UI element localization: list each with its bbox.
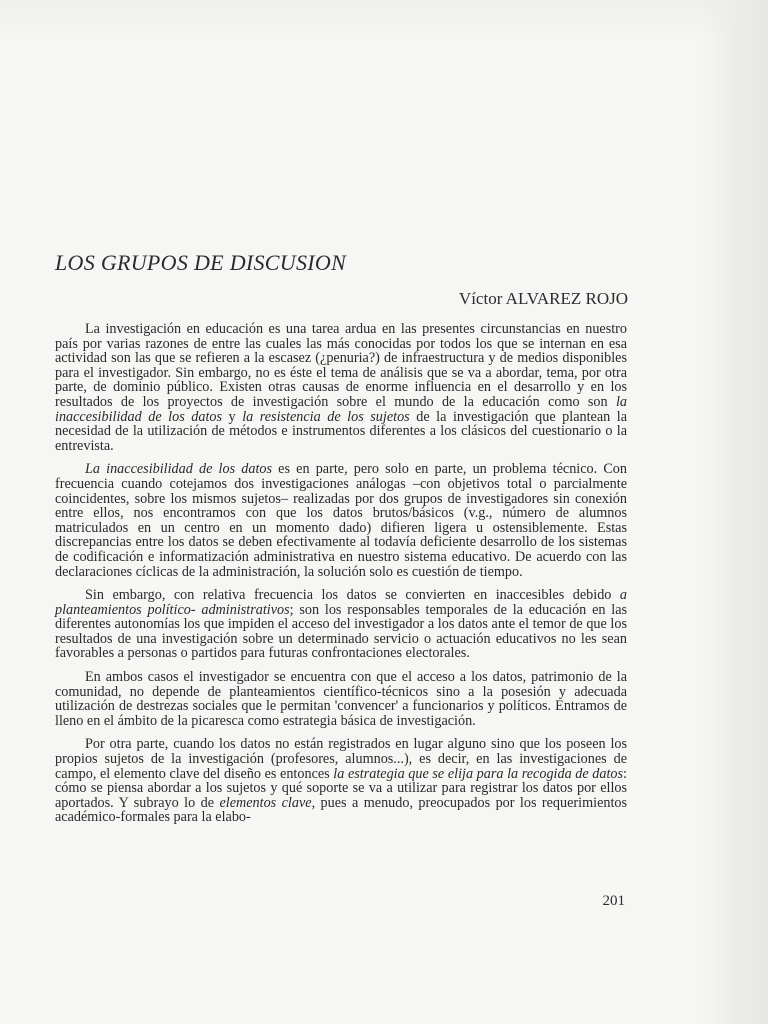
article-body xyxy=(55,322,627,834)
italic-phrase: elementos clave xyxy=(219,794,312,811)
article-title: LOS GRUPOS DE DISCUSION xyxy=(55,250,347,275)
text-run: de la investigación que plantean la necesidad de la utilización de métodos e instrumentos diferentes a los clásicos del cuestionario o la entrevista. xyxy=(55,408,627,454)
text-run: es en parte, pero solo en parte, un problema técnico. Con frecuencia cuando cotejamos dos investigaciones análogas –con objetivos total o parcialmente coincidentes, sobre los mismos sujetos– realizadas por dos grupos de investigadores sin conexión entre ellos, nos encontramos con que los datos brutos/básicos (v.g., número de alumnos matriculados en un centro en un momento dado) difieren ligera u ostensiblemente. Estas discrepancias entre los datos se deben efectivamente al todavía deficiente desarrollo de los sistemas de codificación e informatización administrativa en nuestro sistema educativo. De acuerdo con las declaraciones cíclicas de la administración, la solución solo es cuestión de tiempo. xyxy=(55,461,627,580)
text-run: ; son los responsables temporales de la educación en las diferentes autonomías los que impiden el acceso del investigador a los datos ante el temor de que los resultados de una investigación sobre un determinado servicio o actuación educativos no les sean favorables a personas o partidos para futuras confrontaciones electorales. xyxy=(55,601,628,662)
paragraph xyxy=(55,322,627,453)
paragraph xyxy=(55,588,627,661)
scan-shadow-top xyxy=(0,0,768,40)
text-run: La investigación en educación es una tarea ardua en las presentes circunstancias en nuestro país por varias razones de entre las cuales las más conocidas por todos los que se internan en esa actividad son las que se refieren a la escasez (¿penuria?) de infraestructura y de medios disponibles para el investigador. Sin embargo, no es éste el tema de análisis que se va a abordar, tema, por otra parte, de dominio público. Existen otras causas de enorme influencia en el desarrollo y en los resultados de los proyectos de investigación sobre el mundo de la educación como son xyxy=(55,321,627,410)
text-run: y xyxy=(222,408,243,425)
italic-phrase: La inaccesibilidad de los datos xyxy=(85,461,273,478)
text-run: Sin embargo, con relativa frecuencia los datos se convierten en inaccesibles debido xyxy=(85,587,620,604)
scan-shadow-right xyxy=(698,0,768,1024)
text-run: En ambos casos el investigador se encuentra con que el acceso a los datos, patrimonio de la comunidad, no depende de planteamientos científico-técnicos sino a la posesión y adecuada utilización de destrezas sociales que le permitan 'convencer' a funcionarios y políticos. Entramos de lleno en el ámbito de la picaresca como estrategia básica de investigación. xyxy=(55,669,627,729)
paragraph xyxy=(55,670,627,728)
paragraph xyxy=(55,462,627,579)
italic-phrase: la resistencia de los sujetos xyxy=(242,408,410,425)
italic-phrase: la inaccesibilidad de los datos xyxy=(55,393,627,425)
text-run: Por otra parte, cuando los datos no están registrados en lugar alguno sino que los poseen los propios sujetos de la investigación (profesores, alumnos...), es decir, en las investigaciones de campo, el elemento clave del diseño es entonces xyxy=(55,736,627,782)
italic-phrase: la estrategia que se elija para la recogida de datos xyxy=(333,765,624,782)
text-run: : cómo se piensa abordar a los sujetos y qué soporte se va a utilizar para registrar los datos por ellos aportados. Y subrayo lo de xyxy=(55,765,627,811)
page-number: 201 xyxy=(602,893,625,909)
italic-phrase: a planteamientos político- administrativos xyxy=(55,587,627,618)
article-author: Víctor ALVAREZ ROJO xyxy=(458,289,628,308)
text-run: , pues a menudo, preocupados por los requerimientos académico-formales para la elabo- xyxy=(55,794,628,826)
paragraph xyxy=(55,737,627,825)
